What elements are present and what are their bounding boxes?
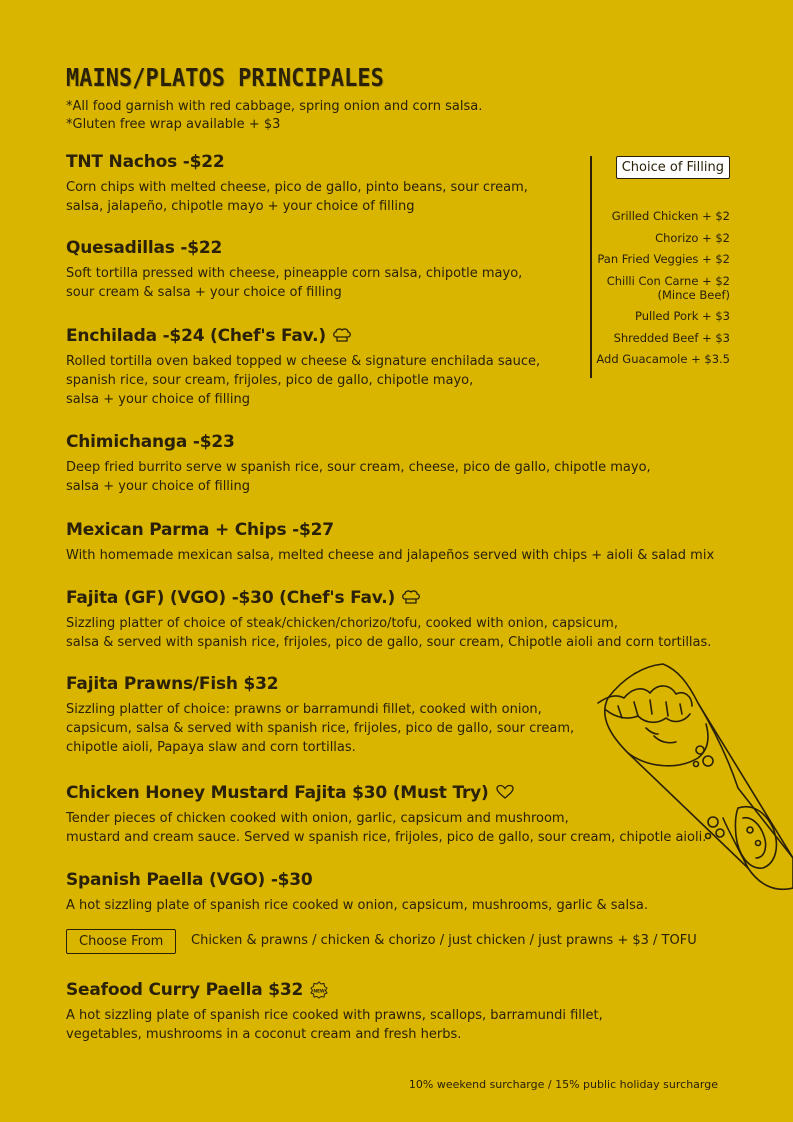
- item-description: A hot sizzling plate of spanish rice cooked with prawns, scallops, barramundi fillet, vegetables, mushrooms in a coconut cream and fresh herbs.: [66, 1008, 603, 1042]
- item-description: Tender pieces of chicken cooked with onion, garlic, capsicum and mushroom, mustard and cream sauce. Served w spanish rice, frijoles, pico de gallo, sour cream, chipotle aioli.: [66, 811, 707, 845]
- menu-item-fajita: [66, 588, 711, 652]
- item-title: Enchilada -$24 (Chef's Fav.): [66, 326, 540, 346]
- new-badge-icon: [309, 981, 329, 999]
- filling-item: Pan Fried Veggies + $2: [597, 252, 730, 266]
- choice-of-filling-label: Choice of Filling: [616, 156, 730, 179]
- item-description: Corn chips with melted cheese, pico de gallo, pinto beans, sour cream, salsa, jalapeño, chipotle mayo + your choice of filling: [66, 180, 528, 214]
- filling-item: Grilled Chicken + $2: [611, 209, 730, 223]
- filling-item: Add Guacamole + $3.5: [596, 352, 730, 366]
- item-description: Rolled tortilla oven baked topped w cheese & signature enchilada sauce, spanish rice, sour cream, frijoles, pico de gallo, chipotle mayo, salsa + your choice of filling: [66, 354, 541, 407]
- menu-item-quesadillas: [66, 238, 522, 302]
- menu-item-seafood-curry-paella: [66, 980, 603, 1044]
- chef-hat-icon: [401, 589, 421, 607]
- menu-item-chimichanga: [66, 432, 651, 496]
- item-title: Spanish Paella (VGO) -$30: [66, 870, 313, 890]
- item-title: Fajita (GF) (VGO) -$30 (Chef's Fav.): [66, 588, 711, 608]
- item-title: Chicken Honey Mustard Fajita $30 (Must Try): [66, 783, 706, 803]
- filling-item: Pulled Pork + $3: [635, 309, 730, 323]
- item-description: Sizzling platter of choice of steak/chicken/chorizo/tofu, cooked with onion, capsicum, salsa & served with spanish rice, frijoles, pico de gallo, sour cream, Chipotle aioli and corn tortillas.: [66, 616, 712, 650]
- item-description: With homemade mexican salsa, melted cheese and jalapeños served with chips + aioli & salad mix: [66, 548, 715, 563]
- filling-item: Chorizo + $2: [655, 230, 730, 245]
- menu-item-mexican-parma: [66, 520, 714, 565]
- svg-text:NEW: NEW: [313, 989, 325, 995]
- note-gluten-free: *Gluten free wrap available + $3: [66, 117, 281, 132]
- item-title: TNT Nachos -$22: [66, 152, 225, 172]
- item-title: Fajita Prawns/Fish $32: [66, 674, 279, 694]
- heart-icon: [495, 784, 515, 802]
- menu-item-spanish-paella: [66, 870, 648, 915]
- item-description: Soft tortilla pressed with cheese, pineapple corn salsa, chipotle mayo, sour cream & salsa + your choice of filling: [66, 266, 523, 300]
- item-description: Sizzling platter of choice: prawns or barramundi fillet, cooked with onion, capsicum, salsa & served with spanish rice, frijoles, pico de gallo, sour cream, chipotle aioli, Papaya slaw and corn tortillas.: [66, 702, 575, 755]
- filling-item: Shredded Beef + $3: [613, 330, 730, 345]
- menu-item-tnt-nachos: [66, 152, 528, 216]
- menu-item-enchilada: [66, 326, 540, 409]
- item-title: Mexican Parma + Chips -$27: [66, 520, 334, 540]
- chef-hat-icon: [332, 327, 352, 345]
- choose-from-options: Chicken & prawns / chicken & chorizo / just chicken / just prawns + $3 / TOFU: [191, 933, 697, 948]
- page-title: MAINS/PLATOS PRINCIPALES: [66, 64, 384, 93]
- burrito-illustration: [588, 658, 793, 898]
- item-title: Quesadillas -$22: [66, 238, 223, 258]
- note-garnish: *All food garnish with red cabbage, spring onion and corn salsa.: [66, 99, 483, 114]
- item-title: Seafood Curry Paella $32 NEW: [66, 980, 603, 1000]
- menu-notes: [66, 98, 482, 134]
- item-title: Chimichanga -$23: [66, 432, 235, 452]
- filling-item: Chilli Con Carne + $2 (Mince Beef): [606, 273, 730, 302]
- filling-list: [596, 209, 730, 374]
- item-description: Deep fried burrito serve w spanish rice, sour cream, cheese, pico de gallo, chipotle mayo, salsa + your choice of filling: [66, 460, 651, 494]
- surcharge-footer: 10% weekend surcharge / 15% public holiday surcharge: [408, 1078, 718, 1091]
- menu-item-fajita-prawns-fish: [66, 674, 574, 757]
- filling-sidebar: [590, 156, 732, 378]
- item-description: A hot sizzling plate of spanish rice cooked w onion, capsicum, mushrooms, garlic & salsa.: [66, 898, 649, 913]
- choose-from-button[interactable]: Choose From: [66, 929, 176, 954]
